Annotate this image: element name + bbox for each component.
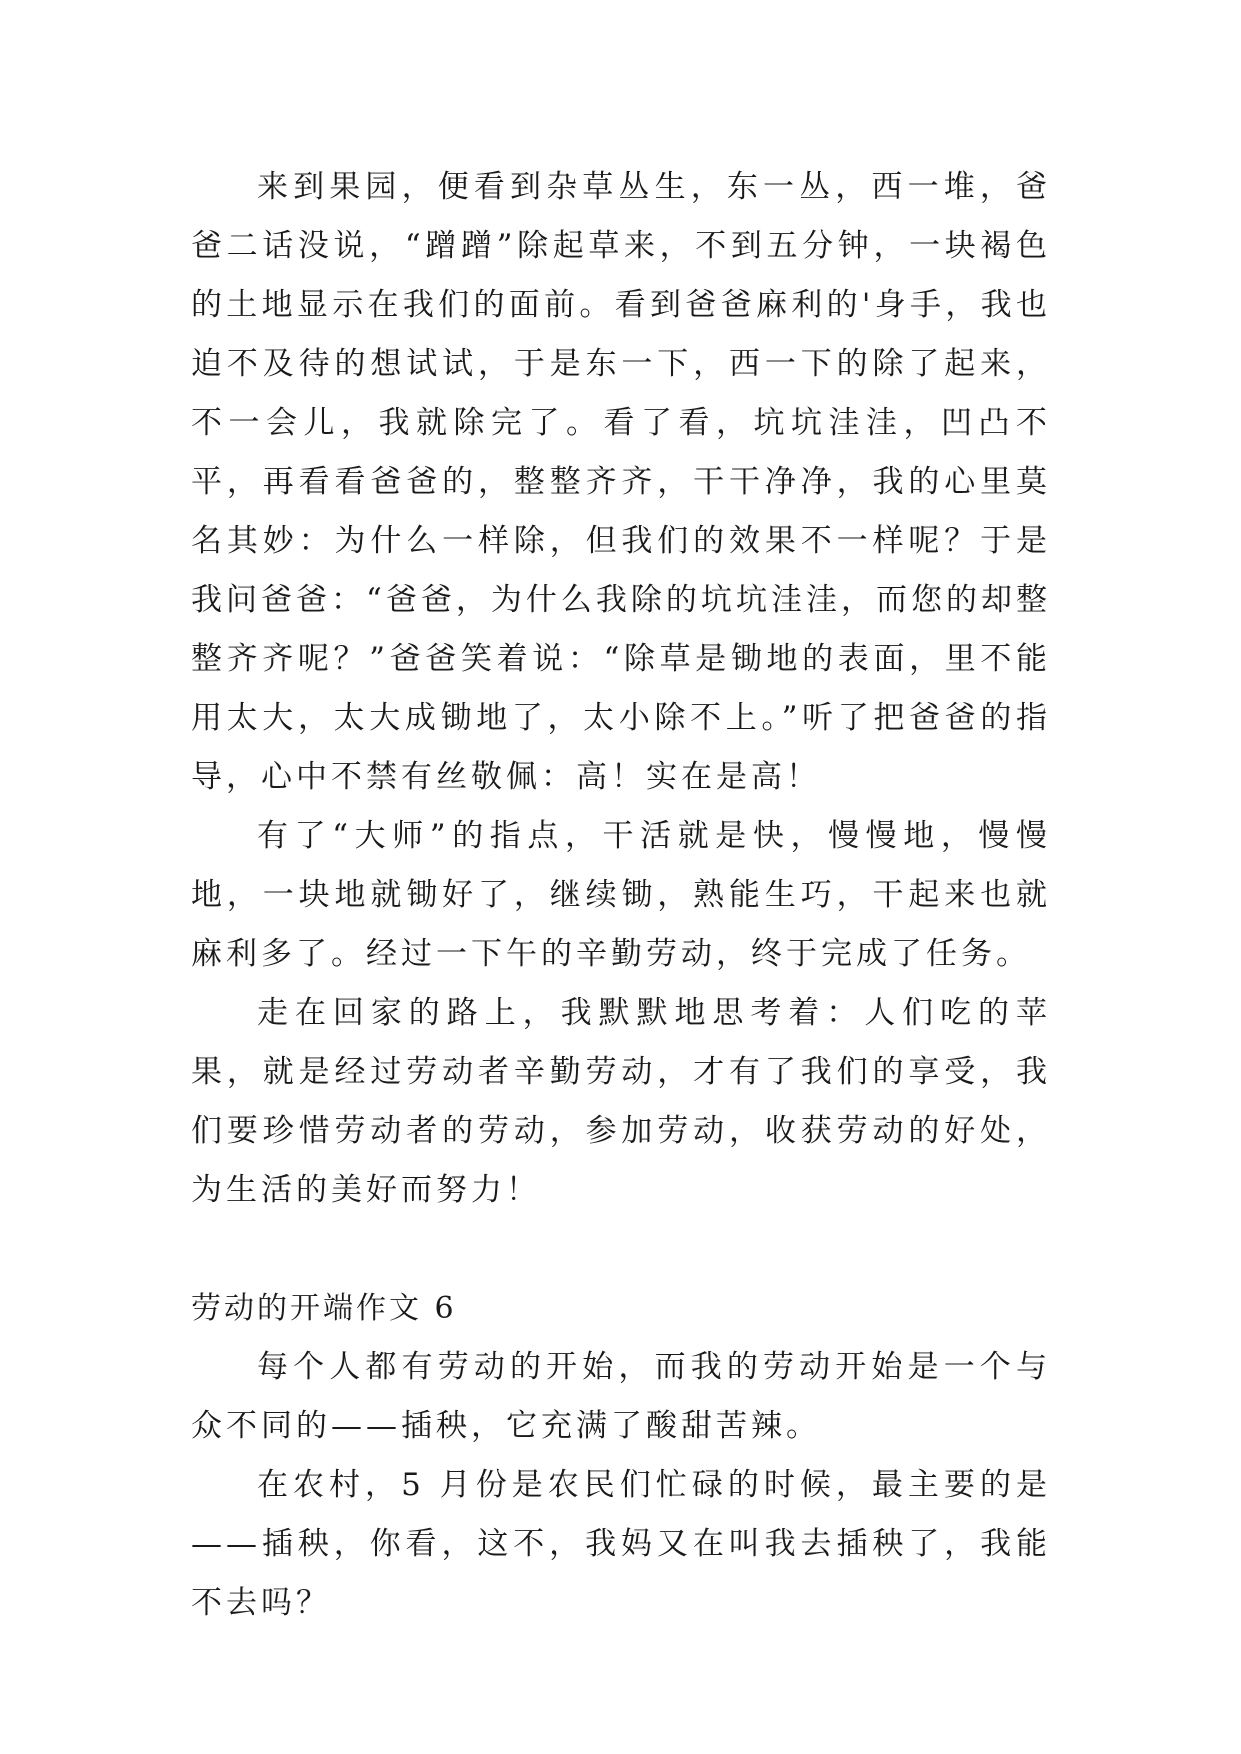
section-paragraph-2: 在农村，5 月份是农民们忙碌的时候，最主要的是——插秧，你看，这不，我妈又在叫我去插秧了，我能不去吗？	[191, 1467, 1051, 1621]
paragraph-2: 有了“大师”的指点，干活就是快，慢慢地，慢慢地，一块地就锄好了，继续锄，熟能生巧，干起来也就麻利多了。经过一下午的辛勤劳动，终于完成了任务。	[191, 818, 1051, 972]
paragraph-1: 来到果园，便看到杂草丛生，东一丛，西一堆，爸爸二话没说，“蹭蹭”除起草来，不到五分钟，一块褐色的土地显示在我们的面前。看到爸爸麻利的'身手，我也迫不及待的想试试，于是东一下，西一下的除了起来，不一会儿，我就除完了。看了看，坑坑洼洼，凹凸不平，再看看爸爸的，整整齐齐，干干净净，我的心里莫名其妙：为什么一样除，但我们的效果不一样呢？于是我问爸爸：“爸爸，为什么我除的坑坑洼洼，而您的却整整齐齐呢？”爸爸笑着说：“除草是锄地的表面，里不能用太大，太大成锄地了，太小除不上。”听了把爸爸的指导，心中不禁有丝敬佩：高！实在是高！	[191, 169, 1051, 795]
section-paragraph-1: 每个人都有劳动的开始，而我的劳动开始是一个与众不同的——插秧，它充满了酸甜苦辣。	[191, 1349, 1051, 1444]
section-title: 劳动的开端作文 6	[191, 1291, 457, 1326]
document-body	[191, 158, 1051, 1633]
paragraph-3: 走在回家的路上，我默默地思考着：人们吃的苹果，就是经过劳动者辛勤劳动，才有了我们的享受，我们要珍惜劳动者的劳动，参加劳动，收获劳动的好处，为生活的美好而努力！	[191, 995, 1051, 1208]
